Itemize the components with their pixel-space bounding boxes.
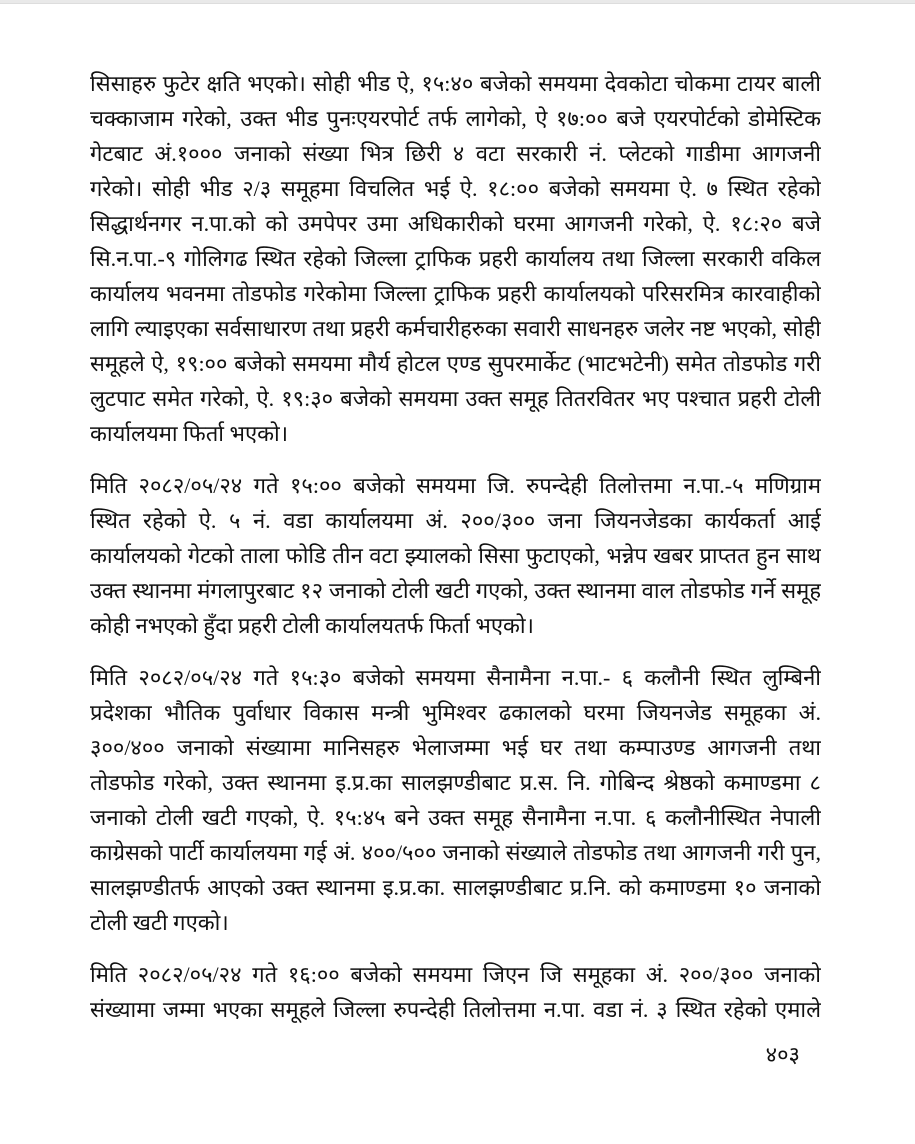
text-line: सिसाहरु फुटेर क्षति भएको। सोही भीड ऐ, १५:४० बजेको समयमा देवकोटा चोकमा टायर बाली	[90, 71, 821, 96]
text-line: कार्यालयको गेटको ताला फोडि तीन वटा झ्यालको सिसा फुटाएको, भन्नेप खबर प्राप्तत हुन साथ	[90, 543, 821, 568]
text-line: ३००/४०० जनाको संख्यामा मानिसहरु भेलाजम्मा भई घर तथा कम्पाउण्ड आगजनी तथा	[90, 735, 821, 760]
paragraph-1	[90, 66, 821, 451]
text-line: लुटपाट समेत गरेको, ऐ. १९:३० बजेको समयमा उक्त समूह तितरवितर भए पश्चात प्रहरी टोली	[90, 386, 821, 411]
paragraph-4	[90, 957, 821, 1027]
text-line: कार्यालयमा फिर्ता भएको।	[90, 421, 289, 446]
text-line: गेटबाट अं.१००० जनाको संख्या भित्र छिरी ४ वटा सरकारी नं. प्लेटको गाडीमा आगजनी	[90, 141, 821, 166]
text-line: सिद्धार्थनगर न.पा.को को उमपेपर उमा अधिकारीको घरमा आगजनी गरेको, ऐ. १८:२० बजे	[90, 211, 821, 236]
text-line: काग्रेसको पार्टी कार्यालयमा गई अं. ४००/५०० जनाको संख्याले तोडफोड तथा आगजनी गरी पुन,	[90, 840, 821, 865]
text-line: उक्त स्थानमा मंगलापुरबाट १२ जनाको टोली खटी गएको, उक्त स्थानमा वाल तोडफोड गर्ने समूह	[90, 578, 821, 603]
paragraph-3	[90, 660, 821, 940]
text-line: कार्यालय भवनमा तोडफोड गरेकोमा जिल्ला ट्राफिक प्रहरी कार्यालयको परिसरमित्र कारवाहीको	[90, 281, 821, 306]
text-line: जनाको टोली खटी गएको, ऐ. १५:४५ बने उक्त समूह सैनामैना न.पा. ६ कलौनीस्थित नेपाली	[90, 805, 821, 830]
paragraph-2	[90, 468, 821, 643]
text-line: मिति २०८२/०५/२४ गते १६:०० बजेको समयमा जिएन जि समूहका अं. २००/३०० जनाको	[90, 962, 821, 987]
body-text	[90, 66, 821, 1044]
text-line: समूहले ऐ, १९:०० बजेको समयमा मौर्य होटल एण्ड सुपरमार्केट (भाटभटेनी) समेत तोडफोड गरी	[90, 351, 821, 376]
text-line: मिति २०८२/०५/२४ गते १५:३० बजेको समयमा सैनामैना न.पा.- ६ कलौनी स्थित लुम्बिनी	[90, 665, 821, 690]
page-top-edge	[0, 0, 915, 4]
text-line: कोही नभएको हुँदा प्रहरी टोली कार्यालयतर्फ फिर्ता भएको।	[90, 613, 534, 638]
text-line: प्रदेशका भौतिक पुर्वाधार विकास मन्त्री भुमिश्वर ढकालको घरमा जियनजेड समूहका अं.	[90, 700, 821, 725]
text-line: गरेको। सोही भीड २/३ समूहमा विचलित भई ऐ. १८:०० बजेको समयमा ऐ. ७ स्थित रहेको	[90, 176, 821, 201]
text-line: सि.न.पा.-९ गोलिगढ स्थित रहेको जिल्ला ट्राफिक प्रहरी कार्यालय तथा जिल्ला सरकारी वकिल	[90, 246, 821, 271]
page-number: ४०३	[765, 1042, 800, 1067]
text-line: मिति २०८२/०५/२४ गते १५:०० बजेको समयमा जि. रुपन्देही तिलोत्तमा न.पा.-५ मणिग्राम	[90, 473, 821, 498]
text-line: तोडफोड गरेको, उक्त स्थानमा इ.प्र.का सालझण्डीबाट प्र.स. नि. गोबिन्द श्रेष्ठको कमाण्डमा ८	[90, 770, 821, 795]
text-line: संख्यामा जम्मा भएका समूहले जिल्ला रुपन्देही तिलोत्तमा न.पा. वडा नं. ३ स्थित रहेको एमाले	[90, 997, 821, 1022]
text-line: टोली खटी गएको।	[90, 910, 229, 935]
text-line: स्थित रहेको ऐ. ५ नं. वडा कार्यालयमा अं. २००/३०० जना जियनजेडका कार्यकर्ता आई	[90, 508, 821, 533]
text-line: लागि ल्याइएका सर्वसाधारण तथा प्रहरी कर्मचारीहरुका सवारी साधनहरु जलेर नष्ट भएको, सोही	[90, 316, 821, 341]
text-line: सालझण्डीतर्फ आएको उक्त स्थानमा इ.प्र.का. सालझण्डीबाट प्र.नि. को कमाण्डमा १० जनाको	[90, 875, 821, 900]
text-line: चक्काजाम गरेको, उक्त भीड पुनःएयरपोर्ट तर्फ लागेको, ऐ १७:०० बजे एयरपोर्टको डोमेस्टिक	[90, 106, 821, 131]
